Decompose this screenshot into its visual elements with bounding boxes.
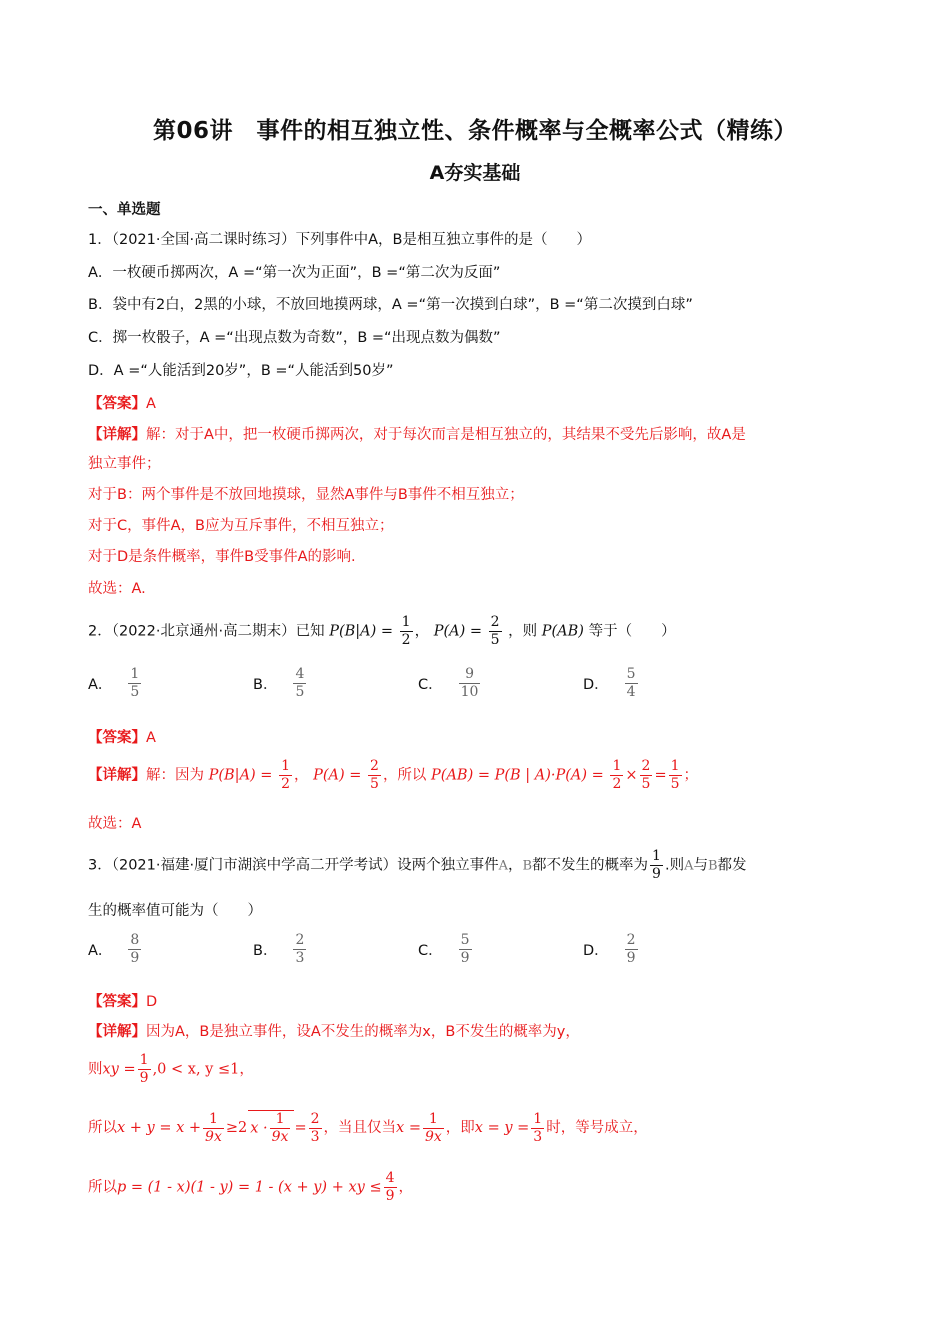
q3-answer	[88, 990, 157, 1011]
q2-conclusion: 故选：A	[88, 816, 142, 832]
detail-text: 解：对于A中，把一枚硬币掷两次，对于每次而言是相互独立的，其结果不受先后影响，故A是	[146, 427, 746, 443]
detail-tag: 【详解】	[88, 767, 146, 784]
answer-tag: 【答案】	[88, 994, 146, 1010]
q1-detail-line: 对于B：两个事件是不放回地摸球，显然A事件与B事件不相互独立；	[88, 487, 524, 503]
q1-detail-line: 对于C，事件A，B应为互斥事件，不相互独立；	[88, 518, 394, 534]
q3-detail-line: 所以p = (1 - x)(1 - y) = 1 - (x + y) + xy ≤ $\frac{4}{9}$ ，	[88, 1170, 414, 1204]
q2-pab: P(AB)	[541, 623, 584, 640]
q3-stem: 3．（2021·福建·厦门市湖滨中学高二开学考试）设两个独立事件A，B都不发生的概率为 $\frac{1}{9}$ .则A与B都发	[88, 848, 747, 882]
detail-math: P(A) =	[313, 767, 362, 784]
section-heading: 一、单选题	[88, 202, 161, 218]
q1-option-a: A．一枚硬币掷两次，A =“第一次为正面”，B =“第二次为反面”	[88, 265, 501, 281]
q3-option: A． $\frac{8}{9}$	[88, 932, 140, 966]
detail-text: ，所以	[382, 767, 427, 784]
detail-tag: 【详解】	[88, 1024, 146, 1040]
q3-detail-line: 所以x + y = x + $\frac{1}{9x}$ ≥2 x · $\frac{1}{9x}$ = $\frac{2}{3}$ ，当且仅当x = $\frac{1}{9x}$ ，即x = y = $\frac{1}{3}$ 时，等号成立，	[88, 1110, 648, 1145]
answer-value: A	[146, 396, 156, 412]
q2-stem-text: 2．（2022·北京通州·高二期末）已知	[88, 623, 325, 640]
q2-pba: P(B|A) =	[329, 623, 394, 640]
q2-option: C． $\frac{9}{10}$	[418, 666, 479, 700]
detail-text: 解：因为	[146, 767, 204, 784]
answer-tag: 【答案】	[88, 730, 146, 746]
page-title: 第06讲 事件的相互独立性、条件概率与全概率公式（精练）	[152, 118, 797, 144]
detail-math: P(B|A) =	[208, 767, 273, 784]
q1-conclusion: 故选：A.	[88, 581, 146, 597]
answer-value: D	[146, 994, 158, 1010]
q3-detail-line: 则xy = $\frac{1}{9}$ ,0 < x, y ≤1，	[88, 1052, 254, 1086]
answer-tag: 【答案】	[88, 396, 146, 412]
q1-detail-line: 独立事件；	[88, 456, 161, 472]
q2-stem: 2．（2022·北京通州·高二期末）已知 P(B|A) = $\frac{1}{2}$ ， P(A) = $\frac{2}{5}$ ，则 P(AB) 等于（ ）	[88, 614, 676, 648]
q3-option: D． $\frac{2}{9}$	[583, 932, 636, 966]
q2-pa: P(A) =	[433, 623, 483, 640]
q3-stem-cont: 生的概率值可能为（ ）	[88, 903, 262, 919]
detail-math: P(AB) = P(B | A)·P(A) =	[431, 767, 604, 784]
fraction: $\frac{1}{2}$	[401, 614, 411, 648]
q2-stem-text: 等于（ ）	[588, 623, 676, 640]
q3-option: C． $\frac{5}{9}$	[418, 932, 470, 966]
q3-detail	[88, 1020, 580, 1041]
q1-detail-line	[88, 423, 746, 444]
q3-stem-text: 3．（2021·福建·厦门市湖滨中学高二开学考试）设两个独立事件	[88, 857, 499, 874]
q1-option-b: B．袋中有2白，2黑的小球，不放回地摸两球，A =“第一次摸到白球”，B =“第二次摸到白球”	[88, 297, 693, 313]
q1-option-d: D．A =“人能活到20岁”，B =“人能活到50岁”	[88, 363, 394, 379]
q2-option: D． $\frac{5}{4}$	[583, 666, 636, 700]
q1-stem: 1．（2021·全国·高二课时练习）下列事件中A，B是相互独立事件的是（ ）	[88, 232, 591, 248]
answer-value: A	[146, 730, 156, 746]
detail-text: 因为A，B是独立事件，设A不发生的概率为x，B不发生的概率为y，	[146, 1024, 580, 1040]
q3-option: B． $\frac{2}{3}$	[253, 932, 305, 966]
q2-answer	[88, 726, 156, 747]
q2-option: A． $\frac{1}{5}$	[88, 666, 140, 700]
q1-option-c: C．掷一枚骰子，A =“出现点数为奇数”，B =“出现点数为偶数”	[88, 330, 501, 346]
q2-stem-text: ，则	[508, 623, 538, 640]
page-subtitle: A夯实基础	[429, 162, 521, 184]
q1-detail-line: 对于D是条件概率，事件B受事件A的影响.	[88, 549, 356, 565]
q2-detail: 【详解】解：因为 P(B|A) = $\frac{1}{2}$ ， P(A) = $\frac{2}{5}$ ，所以 P(AB) = P(B | A)·P(A) = $\frac{1}{2}$ × $\frac{2}{5}$ = $\frac{1}{5}$ ；	[88, 758, 699, 792]
q1-answer	[88, 392, 156, 413]
q2-option: B． $\frac{4}{5}$	[253, 666, 305, 700]
fraction: $\frac{2}{5}$	[490, 614, 500, 648]
detail-tag: 【详解】	[88, 427, 146, 443]
